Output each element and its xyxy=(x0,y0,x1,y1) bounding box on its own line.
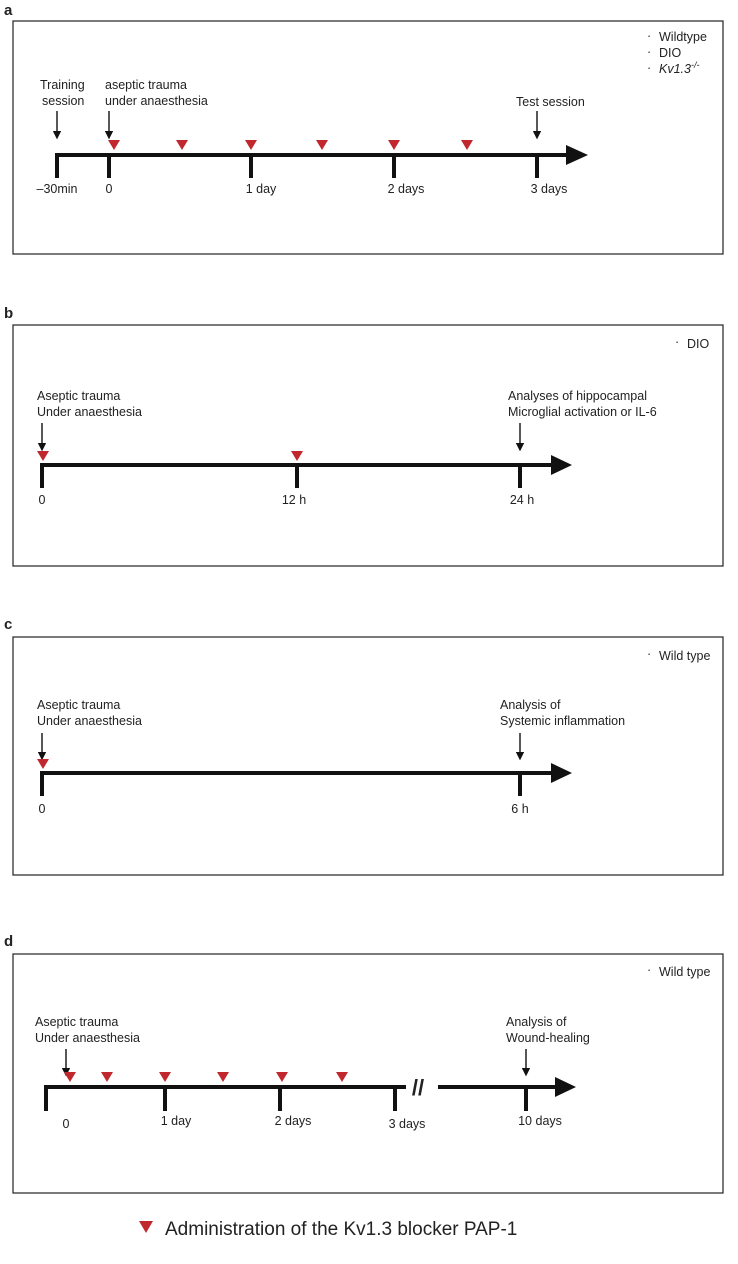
panel-b xyxy=(4,305,723,566)
trauma-label: Under anaesthesia xyxy=(37,714,142,728)
panel-letter-d: d xyxy=(4,933,14,950)
strain-bullet: · xyxy=(647,647,652,661)
pap1-dose-marker xyxy=(336,1072,348,1082)
dose-legend xyxy=(139,1219,517,1240)
training-session-label: Training xyxy=(40,78,85,92)
timeline-arrowhead xyxy=(551,455,572,475)
axis-break-mark: // xyxy=(411,1075,425,1100)
panel-c xyxy=(4,616,723,875)
tick-label: 1 day xyxy=(245,182,277,196)
strain-dio: DIO xyxy=(687,337,710,351)
pap1-dose-marker xyxy=(108,140,120,150)
pap1-dose-marker xyxy=(245,140,257,150)
tick-label: 10 days xyxy=(518,1114,562,1128)
strain-bullet: · xyxy=(647,963,652,977)
endpoint-label: Analysis of xyxy=(506,1015,567,1029)
tick-label: 1 day xyxy=(160,1114,192,1128)
pap1-dose-marker xyxy=(276,1072,288,1082)
pap1-dose-marker xyxy=(101,1072,113,1082)
legend-text: Administration of the Kv1.3 blocker PAP-1 xyxy=(165,1219,518,1240)
panel-b-frame xyxy=(13,325,723,566)
strain-bullet: · xyxy=(647,61,652,75)
endpoint-label: Wound-healing xyxy=(506,1031,590,1045)
trauma-label: aseptic trauma xyxy=(105,78,187,92)
strain-wildtype: Wildtype xyxy=(659,30,707,44)
panel-letter-a: a xyxy=(4,2,13,19)
strain-wildtype: Wild type xyxy=(659,965,711,979)
tick-label: 3 days xyxy=(388,1117,426,1131)
panel-d xyxy=(4,933,723,1193)
training-session-label: session xyxy=(42,94,85,108)
endpoint-label: Analyses of hippocampal xyxy=(508,389,647,403)
strain-dio: DIO xyxy=(659,46,682,60)
pap1-dose-marker xyxy=(217,1072,229,1082)
panel-a xyxy=(4,2,723,254)
trauma-label: Aseptic trauma xyxy=(37,389,121,403)
pap1-dose-marker xyxy=(159,1072,171,1082)
panel-letter-b: b xyxy=(4,305,14,322)
trauma-label: Under anaesthesia xyxy=(37,405,142,419)
tick-label: 0 xyxy=(38,802,46,816)
trauma-label: under anaesthesia xyxy=(105,94,208,108)
endpoint-label: Analysis of xyxy=(500,698,561,712)
pap1-dose-marker xyxy=(291,451,303,461)
tick-label: 0 xyxy=(62,1117,70,1131)
trauma-label: Aseptic trauma xyxy=(37,698,121,712)
strain-bullet: · xyxy=(647,45,652,59)
pap1-dose-marker xyxy=(461,140,473,150)
pap1-dose-marker xyxy=(64,1072,76,1082)
strain-bullet: · xyxy=(675,335,680,349)
timeline-arrowhead xyxy=(566,145,588,165)
test-session-label: Test session xyxy=(516,95,585,109)
timeline-arrowhead xyxy=(555,1077,576,1097)
strain-bullet: · xyxy=(647,29,652,43)
tick-label: 2 days xyxy=(387,182,425,196)
pap1-dose-marker xyxy=(316,140,328,150)
panel-c-frame xyxy=(13,637,723,875)
pap1-dose-marker xyxy=(176,140,188,150)
pap1-dose-marker xyxy=(388,140,400,150)
timeline-arrowhead xyxy=(551,763,572,783)
trauma-label: Aseptic trauma xyxy=(35,1015,119,1029)
tick-label: –30min xyxy=(36,182,78,196)
panel-d-frame xyxy=(13,954,723,1193)
endpoint-label: Systemic inflammation xyxy=(500,714,626,728)
trauma-label: Under anaesthesia xyxy=(35,1031,140,1045)
pap1-dose-marker xyxy=(37,759,49,769)
panel-a-frame xyxy=(13,21,723,254)
legend-dose-marker-icon xyxy=(139,1221,153,1233)
tick-label: 0 xyxy=(38,493,46,507)
pap1-dose-marker xyxy=(37,451,49,461)
tick-label: 3 days xyxy=(530,182,568,196)
tick-label: 6 h xyxy=(511,802,529,816)
strain-kv13-knockout: Kv1.3-/- xyxy=(659,60,700,76)
panel-letter-c: c xyxy=(4,616,13,633)
endpoint-label: Microglial activation or IL-6 xyxy=(508,405,657,419)
tick-label: 0 xyxy=(105,182,113,196)
tick-label: 2 days xyxy=(274,1114,312,1128)
tick-label: 12 h xyxy=(281,493,307,507)
strain-wildtype: Wild type xyxy=(659,649,711,663)
tick-label: 24 h xyxy=(509,493,535,507)
